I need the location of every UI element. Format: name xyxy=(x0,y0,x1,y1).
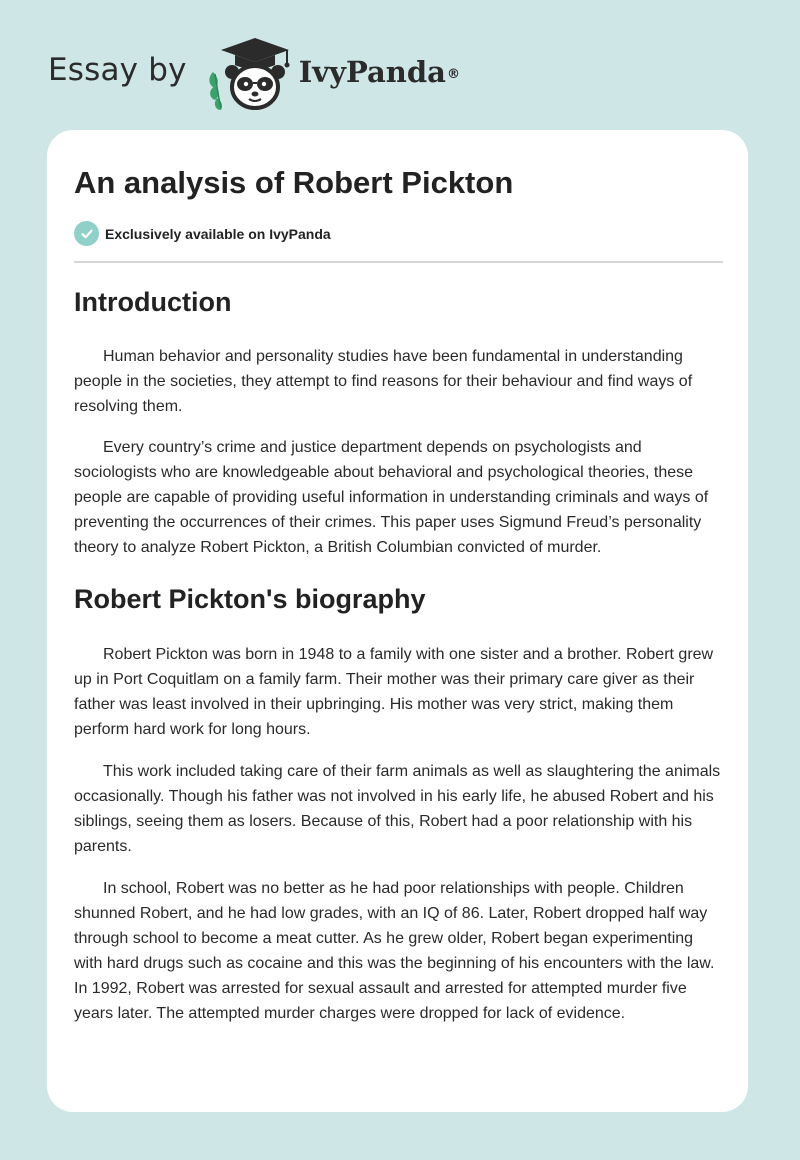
paragraph: Every country’s crime and justice department depends on psychologists and sociologists who are knowledgeable about behavioral and psychological theories, these people are capable of providing useful information in understanding criminals and ways of preventing the occurrences of their crimes. This paper uses Sigmund Freud’s personality theory to analyze Robert Pickton, a British Columbian convicted of murder. xyxy=(74,439,709,556)
essay-by-label: Essay by xyxy=(48,52,187,88)
page-title: An analysis of Robert Pickton xyxy=(74,165,514,200)
site-header xyxy=(48,34,460,114)
paragraph: This work included taking care of their farm animals as well as slaughtering the animals occasionally. Though his father was not involved in his early life, he abused Robert and his siblings, seeing them as losers. Because of this, Robert had a poor relationship with his parents. xyxy=(74,763,721,855)
check-icon xyxy=(74,221,99,246)
ivypanda-brand-name[interactable]: IvyPanda xyxy=(298,55,446,89)
essay-card xyxy=(47,130,748,1112)
section-heading-biography: Robert Pickton's biography xyxy=(74,584,426,614)
registered-trademark: ® xyxy=(446,66,460,82)
paragraph: Robert Pickton was born in 1948 to a family with one sister and a brother. Robert grew up in Port Coquitlam on a family farm. Their mother was their primary care giver as their father was least involved in their upbringing. His mother was very strict, making them perform hard work for long hours. xyxy=(74,646,714,738)
exclusive-badge xyxy=(74,221,331,246)
section-heading-introduction: Introduction xyxy=(74,287,232,317)
ivypanda-logo-icon[interactable] xyxy=(205,34,295,114)
paragraph: Human behavior and personality studies have been fundamental in understanding people in the societies, they attempt to find reasons for their behaviour and find ways of resolving them. xyxy=(74,348,693,415)
essay-body xyxy=(74,280,723,1026)
exclusive-label: Exclusively available on IvyPanda xyxy=(105,225,331,242)
paragraph: In school, Robert was no better as he had poor relationships with people. Children shunned Robert, and he had low grades, with an IQ of 86. Later, Robert dropped half way through school to become a meat cutter. As he grew older, Robert began experimenting with hard drugs such as cocaine and this was the beginning of his encounters with the law. In 1992, Robert was arrested for sexual assault and arrested for attempted murder five years later. The attempted murder charges were dropped for lack of evidence. xyxy=(74,880,715,1022)
title-divider xyxy=(74,261,723,263)
